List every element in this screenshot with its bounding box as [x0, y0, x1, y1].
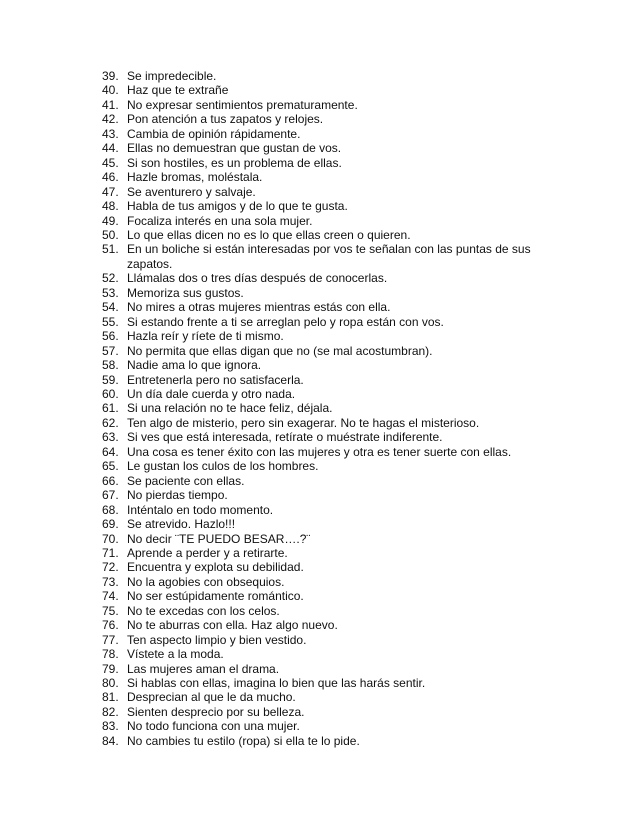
item-text: Lo que ellas dicen no es lo que ellas creen o quieren.	[127, 227, 411, 242]
list-item	[102, 228, 572, 242]
item-text: Hazle bromas, moléstala.	[127, 170, 263, 185]
item-number: 77.	[102, 632, 119, 647]
item-number: 69.	[102, 517, 119, 532]
list-item	[102, 170, 572, 184]
item-number: 73.	[102, 574, 119, 589]
item-text: Cambia de opinión rápidamente.	[127, 126, 301, 141]
item-number: 83.	[102, 719, 119, 734]
list-item	[102, 589, 572, 603]
list-item	[102, 430, 572, 444]
list-item	[102, 459, 572, 473]
item-number: 56.	[102, 329, 119, 344]
list-item	[102, 141, 572, 155]
item-number: 64.	[102, 444, 119, 459]
item-text: Entretenerla pero no satisfacerla.	[127, 372, 304, 387]
item-number: 53.	[102, 285, 119, 300]
item-text: Si una relación no te hace feliz, déjala.	[127, 401, 333, 416]
item-number: 43.	[102, 126, 119, 141]
list-item	[102, 503, 572, 517]
item-text: Vístete a la moda.	[127, 647, 224, 662]
list-item	[102, 83, 572, 97]
item-text: Memoriza sus gustos.	[127, 285, 244, 300]
item-number: 74.	[102, 589, 119, 604]
item-number: 65.	[102, 459, 119, 474]
item-text: En un boliche si están interesadas por vos te señalan con las puntas de sus zapatos.	[127, 242, 531, 271]
item-number: 72.	[102, 560, 119, 575]
item-number: 39.	[102, 69, 119, 83]
item-text: Aprende a perder y a retirarte.	[127, 545, 288, 560]
item-text: No pierdas tiempo.	[127, 488, 228, 503]
list-item	[102, 604, 572, 618]
item-number: 40.	[102, 83, 119, 98]
list-item	[102, 719, 572, 733]
item-number: 82.	[102, 704, 119, 719]
item-text: Si ves que está interesada, retírate o muéstrate indiferente.	[127, 430, 443, 445]
list-item	[102, 416, 572, 430]
list-item	[102, 647, 572, 661]
item-text: Ten algo de misterio, pero sin exagerar. No te hagas el misterioso.	[127, 415, 480, 430]
list-item	[102, 329, 572, 343]
item-text: Inténtalo en todo momento.	[127, 502, 274, 517]
list-item	[102, 488, 572, 502]
item-number: 61.	[102, 401, 119, 416]
list-item	[102, 358, 572, 372]
item-number: 57.	[102, 343, 119, 358]
item-number: 66.	[102, 473, 119, 488]
item-number: 78.	[102, 647, 119, 662]
list-item	[102, 690, 572, 704]
list-item	[102, 373, 572, 387]
item-number: 75.	[102, 603, 119, 618]
item-number: 81.	[102, 690, 119, 705]
item-text: Las mujeres aman el drama.	[127, 661, 280, 676]
item-number: 63.	[102, 430, 119, 445]
item-text: Haz que te extrañe	[127, 83, 229, 98]
item-number: 55.	[102, 314, 119, 329]
item-text: Desprecian al que le da mucho.	[127, 690, 296, 705]
item-text: Le gustan los culos de los hombres.	[127, 459, 319, 474]
list-item	[102, 98, 572, 112]
list-item	[102, 69, 572, 83]
item-number: 62.	[102, 415, 119, 430]
list-item	[102, 662, 572, 676]
item-number: 49.	[102, 213, 119, 228]
item-number: 44.	[102, 141, 119, 156]
item-number: 50.	[102, 227, 119, 242]
list-item	[102, 474, 572, 488]
item-text: Se atrevido. Hazlo!!!	[127, 517, 236, 532]
item-number: 45.	[102, 155, 119, 170]
item-number: 71.	[102, 545, 119, 560]
list-item	[102, 517, 572, 531]
item-number: 67.	[102, 488, 119, 503]
list-item	[102, 633, 572, 647]
list-item	[102, 560, 572, 574]
item-number: 68.	[102, 502, 119, 517]
item-number: 58.	[102, 358, 119, 373]
item-number: 47.	[102, 184, 119, 199]
item-text: Se impredecible.	[127, 69, 217, 83]
item-text: Sienten desprecio por su belleza.	[127, 704, 305, 719]
item-number: 46.	[102, 170, 119, 185]
item-text: No decir ¨TE PUEDO BESAR….?¨	[127, 531, 311, 546]
item-text: No te aburras con ella. Haz algo nuevo.	[127, 618, 338, 633]
item-text: Una cosa es tener éxito con las mujeres y otra es tener suerte con ellas.	[127, 444, 512, 459]
list-item	[102, 315, 572, 329]
list-item	[102, 112, 572, 126]
numbered-tips-list	[102, 69, 572, 748]
list-item	[102, 676, 572, 690]
item-text: Pon atención a tus zapatos y relojes.	[127, 112, 324, 127]
item-text: No todo funciona con una mujer.	[127, 719, 300, 734]
list-item	[102, 705, 572, 719]
item-text: Hazla reír y ríete de ti mismo.	[127, 329, 284, 344]
list-item	[102, 387, 572, 401]
item-text: Se aventurero y salvaje.	[127, 184, 256, 199]
item-text: Un día dale cuerda y otro nada.	[127, 386, 296, 401]
item-number: 80.	[102, 676, 119, 691]
list-item	[102, 156, 572, 170]
item-text: Si hablas con ellas, imagina lo bien que las harás sentir.	[127, 676, 426, 691]
item-number: 54.	[102, 300, 119, 315]
list-item	[102, 127, 572, 141]
item-number: 70.	[102, 531, 119, 546]
item-text: Focaliza interés en una sola mujer.	[127, 213, 313, 228]
item-text: Habla de tus amigos y de lo que te gusta.	[127, 199, 348, 214]
item-number: 41.	[102, 97, 119, 112]
item-text: Nadie ama lo que ignora.	[127, 358, 262, 373]
list-item	[102, 271, 572, 285]
item-text: No la agobies con obsequios.	[127, 574, 285, 589]
list-item	[102, 300, 572, 314]
item-number: 42.	[102, 112, 119, 127]
item-number: 84.	[102, 733, 119, 748]
item-text: No expresar sentimientos prematuramente.	[127, 97, 358, 112]
item-text: No ser estúpidamente romántico.	[127, 589, 304, 604]
item-text: Si estando frente a ti se arreglan pelo y ropa están con vos.	[127, 314, 444, 329]
item-text: No mires a otras mujeres mientras estás con ella.	[127, 300, 391, 315]
item-text: Se paciente con ellas.	[127, 473, 245, 488]
list-item	[102, 575, 572, 589]
list-item	[102, 242, 572, 271]
item-number: 79.	[102, 661, 119, 676]
item-number: 76.	[102, 618, 119, 633]
item-number: 59.	[102, 372, 119, 387]
list-item	[102, 185, 572, 199]
item-number: 52.	[102, 271, 119, 286]
list-item	[102, 546, 572, 560]
item-text: Ellas no demuestran que gustan de vos.	[127, 141, 342, 156]
list-item	[102, 532, 572, 546]
list-item	[102, 445, 572, 459]
list-item	[102, 734, 572, 748]
item-text: No cambies tu estilo (ropa) si ella te lo pide.	[127, 733, 360, 748]
item-text: Llámalas dos o tres días después de conocerlas.	[127, 271, 388, 286]
item-text: Ten aspecto limpio y bien vestido.	[127, 632, 307, 647]
list-item	[102, 344, 572, 358]
list-item	[102, 618, 572, 632]
item-number: 60.	[102, 386, 119, 401]
item-text: No te excedas con los celos.	[127, 603, 280, 618]
item-number: 48.	[102, 199, 119, 214]
list-item	[102, 286, 572, 300]
list-item	[102, 401, 572, 415]
item-number: 51.	[102, 242, 119, 257]
list-item	[102, 214, 572, 228]
item-text: Si son hostiles, es un problema de ellas.	[127, 155, 342, 170]
item-text: No permita que ellas digan que no (se mal acostumbran).	[127, 343, 433, 358]
item-text: Encuentra y explota su debilidad.	[127, 560, 304, 575]
list-item	[102, 199, 572, 213]
